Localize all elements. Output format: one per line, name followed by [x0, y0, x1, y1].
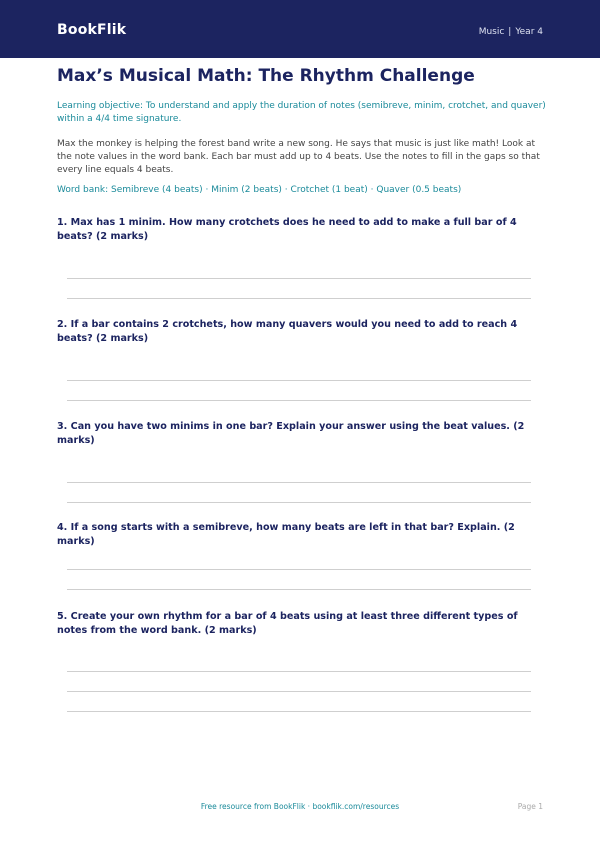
- answer-line[interactable]: [67, 482, 531, 483]
- year-label: Year 4: [515, 27, 543, 37]
- word-bank: Word bank: Semibreve (4 beats) · Minim (2 beats) · Crotchet (1 beat) · Quaver (0.5 beats): [57, 185, 462, 195]
- intro-paragraph: Max the monkey is helping the forest band write a new song. He says that music is just like math! Look at the note values in the word bank. Each bar must add up to 4 beats. Use the notes to fill in the gaps so that every line equals 4 beats.: [57, 139, 540, 175]
- subject-label: Music: [478, 27, 505, 37]
- worksheet-title: Max’s Musical Math: The Rhythm Challenge: [57, 66, 475, 86]
- brand-logo[interactable]: BookFlik: [57, 22, 127, 38]
- answer-line[interactable]: [67, 400, 531, 401]
- answer-line[interactable]: [67, 569, 531, 570]
- answer-line[interactable]: [67, 589, 531, 590]
- subject-year: [479, 27, 543, 37]
- answer-line[interactable]: [67, 502, 531, 503]
- answer-line[interactable]: [67, 671, 531, 672]
- header-bar: [0, 0, 600, 58]
- question-5: 5. Create your own rhythm for a bar of 4 beats using at least three different types of notes from the word bank. (2 marks): [57, 611, 518, 636]
- meta-separator: |: [508, 27, 512, 37]
- question-2: 2. If a bar contains 2 crotchets, how many quavers would you need to add to reach 4 beats? (2 marks): [57, 319, 518, 344]
- answer-line[interactable]: [67, 380, 531, 381]
- question-1: 1. Max has 1 minim. How many crotchets does he need to add to make a full bar of 4 beats? (2 marks): [57, 217, 517, 242]
- answer-line[interactable]: [67, 711, 531, 712]
- page-number: Page 1: [517, 802, 543, 811]
- answer-line[interactable]: [67, 691, 531, 692]
- question-4: 4. If a song starts with a semibreve, how many beats are left in that bar? Explain. (2 marks): [57, 522, 515, 547]
- answer-line[interactable]: [67, 278, 531, 279]
- learning-objective: Learning objective: To understand and apply the duration of notes (semibreve, minim, crotchet, and quaver) within a 4/4 time signature.: [57, 101, 546, 124]
- question-3: 3. Can you have two minims in one bar? Explain your answer using the beat values. (2 marks): [57, 421, 525, 446]
- answer-line[interactable]: [67, 298, 531, 299]
- footer-link[interactable]: Free resource from BookFlik · bookflik.com/resources: [200, 802, 400, 811]
